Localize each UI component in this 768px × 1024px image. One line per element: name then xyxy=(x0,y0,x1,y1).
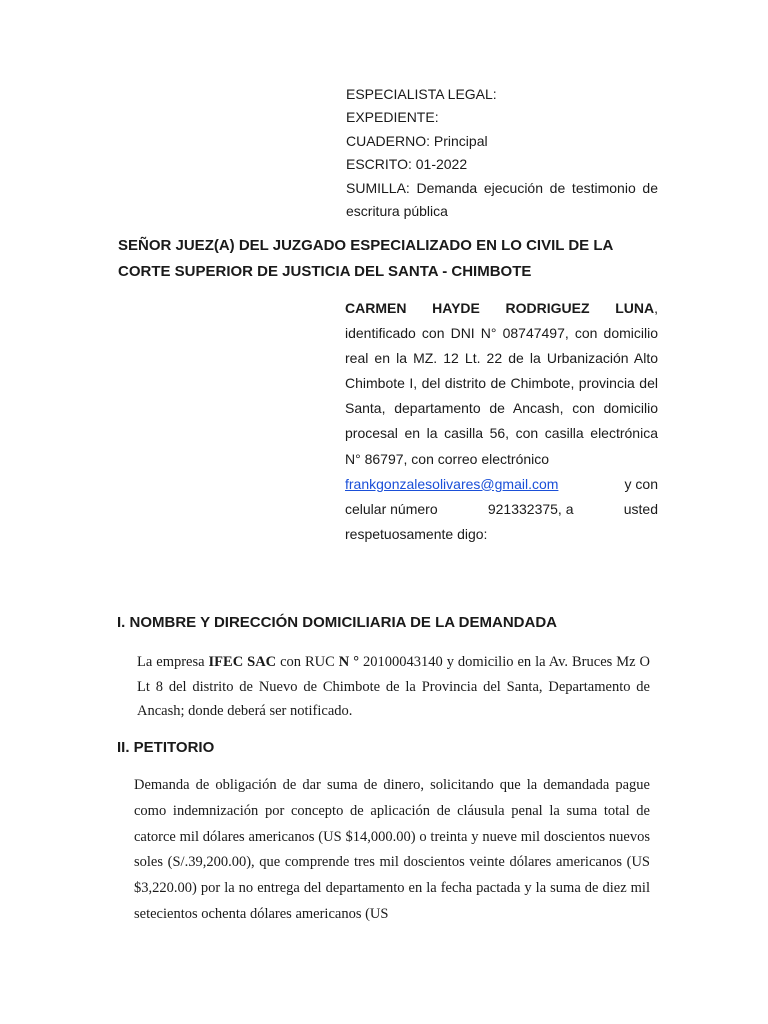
applicant-closing: respetuosamente digo: xyxy=(345,525,488,542)
especialista-line: ESPECIALISTA LEGAL: xyxy=(346,86,497,102)
phone-suffix: usted xyxy=(623,500,658,517)
phone-number: 921332375, a xyxy=(487,500,574,517)
email-suffix: y con xyxy=(624,475,658,492)
expediente-line: EXPEDIENTE: xyxy=(346,109,439,126)
applicant-text xyxy=(345,296,658,472)
section-1-heading: I. NOMBRE Y DIRECCIÓN DOMICILIARIA DE LA DEMANDADA xyxy=(117,614,558,631)
phone-row xyxy=(345,497,658,522)
email-row xyxy=(345,472,658,497)
para1-start: La empresa xyxy=(137,654,209,670)
phone-label: celular número xyxy=(345,500,438,517)
case-header xyxy=(346,83,658,223)
applicant-block xyxy=(345,296,658,547)
applicant-details: , identificado con DNI N° 08747497, con domicilio real en la MZ. 12 Lt. 22 de la Urbanización Alto Chimbote I, del distrito de Chimbote, provincia del Santa, departamento de Ancash, con domicilio procesal en la casilla 56, con casilla electrónica N° 86797, con correo electrónico xyxy=(345,300,658,467)
ruc-label: N ° xyxy=(338,654,360,670)
email-link[interactable]: frankgonzalesolivares@gmail.com xyxy=(345,475,559,492)
section-2-paragraph: Demanda de obligación de dar suma de dinero, solicitando que la demandada pague como indemnización por concepto de aplicación de cláusula penal la suma total de catorce mil dólares americanos (US $14,000.00) o treinta y nueve mil doscientos nuevos soles (S/.39,200.00), que comprende tres mil doscientos veinte dólares americanos (US $3,220.00) por la no entrega del departamento en la fecha pactada y la suma de diez mil setecientos ochenta dólares americanos (US xyxy=(134,777,650,922)
sumilla-line: SUMILLA: Demanda ejecución de testimonio de escritura pública xyxy=(346,179,658,220)
cuaderno-line: CUADERNO: Principal xyxy=(346,132,488,149)
section-1-paragraph xyxy=(137,650,650,724)
section-2-heading: II. PETITORIO xyxy=(117,739,215,756)
para1-end: 20100043140 y domicilio en la Av. Bruces Mz O Lt 8 del distrito de Nuevo de Chimbote de la Provincia del Santa, Departamento de Ancash; donde deberá ser notificado. xyxy=(137,654,651,719)
para1-mid: con RUC xyxy=(276,654,339,670)
judge-addressee: SEÑOR JUEZ(A) DEL JUZGADO ESPECIALIZADO EN LO CIVIL DE LA CORTE SUPERIOR DE JUSTICIA DEL SANTA - CHIMBOTE xyxy=(118,237,613,280)
escrito-line: ESCRITO: 01-2022 xyxy=(346,156,468,173)
company-name: IFEC SAC xyxy=(208,654,277,670)
applicant-name: CARMEN HAYDE RODRIGUEZ LUNA xyxy=(345,300,655,316)
